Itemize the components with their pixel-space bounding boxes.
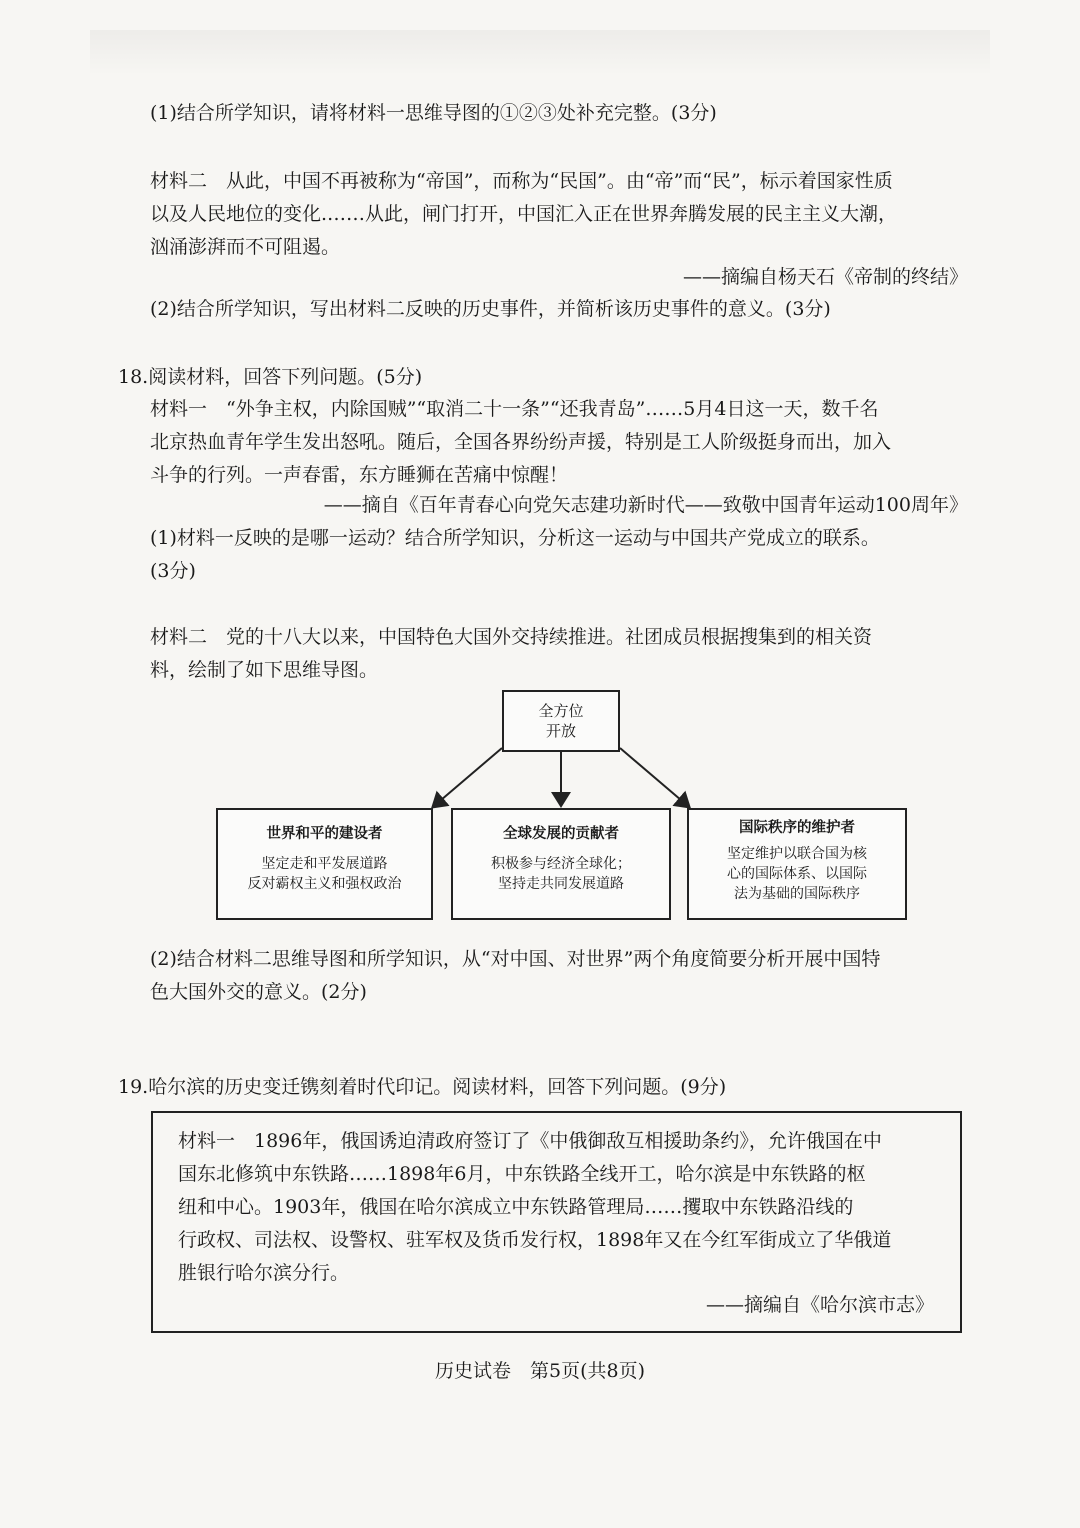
q18-material1-line: 北京热血青年学生发出怒吼。随后，全国各界纷纷声援，特别是工人阶级挺身而出，加入 (150, 431, 892, 453)
q18-sub1-line: (1)材料一反映的是哪一运动？结合所学知识，分析这一运动与中国共产党成立的联系。 (150, 527, 880, 549)
mindmap-root (502, 690, 620, 752)
node-desc: 坚定维护以联合国为核 (727, 846, 867, 862)
q19-material1-source: ——摘编自《哈尔滨市志》 (705, 1294, 934, 1316)
node-desc: 坚持走共同发展道路 (498, 876, 624, 892)
q18-sub2-line: (2)结合材料二思维导图和所学知识，从“对中国、对世界”两个角度简要分析开展中国特 (150, 948, 881, 970)
mindmap-node-peace (216, 808, 433, 920)
q18-material1-line: 斗争的行列。一声春雷，东方睡狮在苦痛中惊醒！ (150, 464, 569, 486)
mindmap-node-development (451, 808, 671, 920)
mindmap-root-line: 开放 (545, 722, 576, 740)
page-footer: 历史试卷 第5页(共8页) (434, 1360, 645, 1382)
q18-material2-line: 材料二 党的十八大以来，中国特色大国外交持续推进。社团成员根据搜集到的相关资 (150, 626, 873, 648)
q17-sub2: (2)结合所学知识，写出材料二反映的历史事件，并简析该历史事件的意义。(3分) (150, 298, 831, 320)
q18-material1-line: 材料一 “外争主权，内除国贼”“取消二十一条”“还我青岛”……5月4日这一天，数千名 (150, 398, 879, 420)
q17-material2-source: ——摘编自杨天石《帝制的终结》 (682, 266, 968, 288)
scan-artifact (90, 30, 990, 76)
q17-sub1: (1)结合所学知识，请将材料一思维导图的①②③处补充完整。(3分) (150, 102, 717, 124)
node-desc: 坚定走和平发展道路 (261, 856, 388, 872)
q17-material2-line: 材料二 从此，中国不再被称为“帝国”，而称为“民国”。由“帝”而“民”，标示着国家性质 (150, 170, 893, 192)
q19-material1-line: 纽和中心。1903年，俄国在哈尔滨成立中东铁路管理局……攫取中东铁路沿线的 (178, 1196, 854, 1218)
q18-material2-line: 料，绘制了如下思维导图。 (150, 659, 379, 681)
node-desc: 积极参与经济全球化； (491, 856, 631, 872)
node-title: 国际秩序的维护者 (739, 820, 855, 836)
node-title: 全球发展的贡献者 (503, 826, 619, 842)
mindmap-node-order (687, 808, 907, 920)
arrow-right (620, 748, 688, 806)
q18-material1-source: ——摘自《百年青春心向党矢志建功新时代——致敬中国青年运动100周年》 (323, 494, 968, 516)
q19-material1-line: 胜银行哈尔滨分行。 (178, 1262, 350, 1284)
q18-sub1-line: (3分) (150, 560, 196, 582)
q17-material2-line: 汹涌澎湃而不可阻遏。 (150, 236, 341, 258)
node-title: 世界和平的建设者 (266, 826, 383, 842)
q19-stem: 19.哈尔滨的历史变迁镌刻着时代印记。阅读材料，回答下列问题。(9分) (118, 1076, 727, 1098)
mindmap-diagram (210, 688, 930, 938)
mindmap-root-line: 全方位 (538, 702, 584, 720)
q19-material1-line: 行政权、司法权、设警权、驻军权及货币发行权，1898年又在今红军街成立了华俄道 (178, 1229, 892, 1251)
q18-sub2-line: 色大国外交的意义。(2分) (150, 981, 367, 1003)
node-desc: 反对霸权主义和强权政治 (247, 876, 402, 892)
arrow-left (434, 748, 502, 806)
node-desc: 心的国际体系、以国际 (727, 866, 867, 882)
q19-material1-line: 材料一 1896年，俄国诱迫清政府签订了《中俄御敌互相援助条约》，允许俄国在中 (178, 1130, 882, 1152)
q19-material1-line: 国东北修筑中东铁路……1898年6月，中东铁路全线开工，哈尔滨是中东铁路的枢 (178, 1163, 866, 1185)
q17-material2-line: 以及人民地位的变化.……从此，闸门打开，中国汇入正在世界奔腾发展的民主主义大潮， (150, 203, 898, 225)
q18-stem: 18.阅读材料，回答下列问题。(5分) (118, 366, 423, 388)
node-desc: 法为基础的国际秩序 (734, 886, 860, 902)
